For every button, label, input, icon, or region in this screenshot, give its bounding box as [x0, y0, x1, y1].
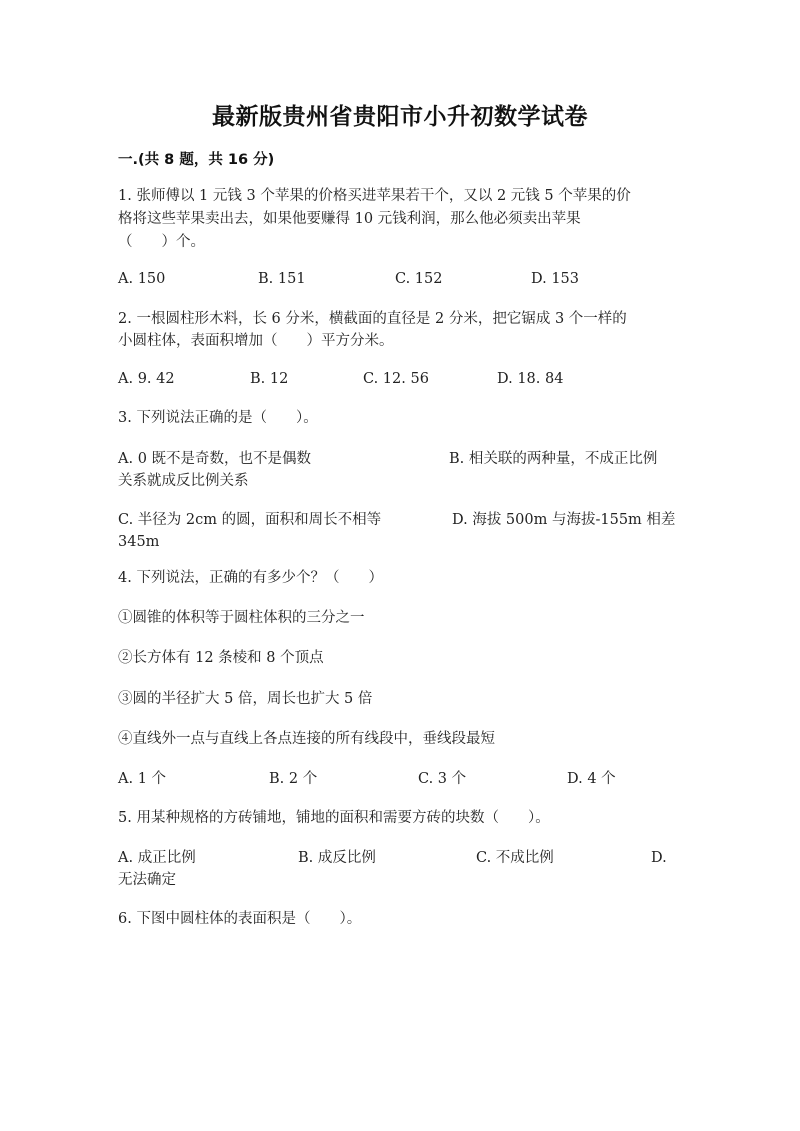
question-4-statement-2: ②长方体有 12 条棱和 8 个顶点 — [118, 650, 324, 666]
question-3-option-b: B. 相关联的两种量，不成正比例 — [449, 451, 658, 467]
question-3-option-b-cont: 关系就成反比例关系 — [118, 473, 249, 489]
question-4-statement-1: ①圆锥的体积等于圆柱体积的三分之一 — [118, 610, 365, 626]
question-3-option-c: C. 半径为 2cm 的圆，面积和周长不相等 — [118, 512, 382, 528]
question-2-option-b: B. 12 — [250, 371, 289, 387]
question-5-text: 5. 用某种规格的方砖铺地，铺地的面积和需要方砖的块数（ ）。 — [118, 810, 550, 826]
question-2-option-a: A. 9. 42 — [118, 371, 175, 387]
question-1-option-d: D. 153 — [531, 271, 580, 287]
question-2-option-c: C. 12. 56 — [363, 371, 429, 387]
question-3-option-d-cont: 345m — [118, 534, 160, 550]
question-4-option-c: C. 3 个 — [418, 771, 467, 787]
question-5-option-c: C. 不成比例 — [476, 850, 554, 866]
question-1-text-cont2: （ ）个。 — [118, 234, 205, 250]
question-4-text: 4. 下列说法，正确的有多少个？（ ） — [118, 570, 383, 586]
question-4-statement-3: ③圆的半径扩大 5 倍，周长也扩大 5 倍 — [118, 691, 373, 707]
question-5-option-d-cont: 无法确定 — [118, 872, 176, 888]
question-4-statement-4: ④直线外一点与直线上各点连接的所有线段中，垂线段最短 — [118, 731, 495, 747]
question-1-option-a: A. 150 — [118, 271, 166, 287]
question-6-text: 6. 下图中圆柱体的表面积是（ ）。 — [118, 911, 362, 927]
question-3-option-d: D. 海拔 500m 与海拔-155m 相差 — [452, 512, 676, 528]
question-5-option-b: B. 成反比例 — [298, 850, 376, 866]
question-1-option-b: B. 151 — [258, 271, 306, 287]
question-4-option-b: B. 2 个 — [269, 771, 318, 787]
question-3-option-a: A. 0 既不是奇数，也不是偶数 — [118, 451, 312, 467]
question-4-option-a: A. 1 个 — [118, 771, 167, 787]
question-5-option-d: D. — [651, 850, 667, 866]
question-4-option-d: D. 4 个 — [567, 771, 616, 787]
question-5-option-a: A. 成正比例 — [118, 850, 196, 866]
question-3-text: 3. 下列说法正确的是（ ）。 — [118, 410, 318, 426]
question-2-option-d: D. 18. 84 — [497, 371, 564, 387]
section-heading: 一.(共 8 题，共 16 分) — [118, 152, 275, 168]
question-1-text: 1. 张师傅以 1 元钱 3 个苹果的价格买进苹果若干个，又以 2 元钱 5 个苹果的价 — [118, 188, 631, 204]
question-2-text: 2. 一根圆柱形木料，长 6 分米，横截面的直径是 2 分米，把它锯成 3 个一样的 — [118, 311, 627, 327]
question-2-text-cont: 小圆柱体，表面积增加（ ）平方分米。 — [118, 333, 394, 349]
question-1-text-cont: 格将这些苹果卖出去，如果他要赚得 10 元钱利润，那么他必须卖出苹果 — [118, 211, 581, 227]
question-1-option-c: C. 152 — [395, 271, 443, 287]
page-title: 最新版贵州省贵阳市小升初数学试卷 — [212, 104, 588, 130]
